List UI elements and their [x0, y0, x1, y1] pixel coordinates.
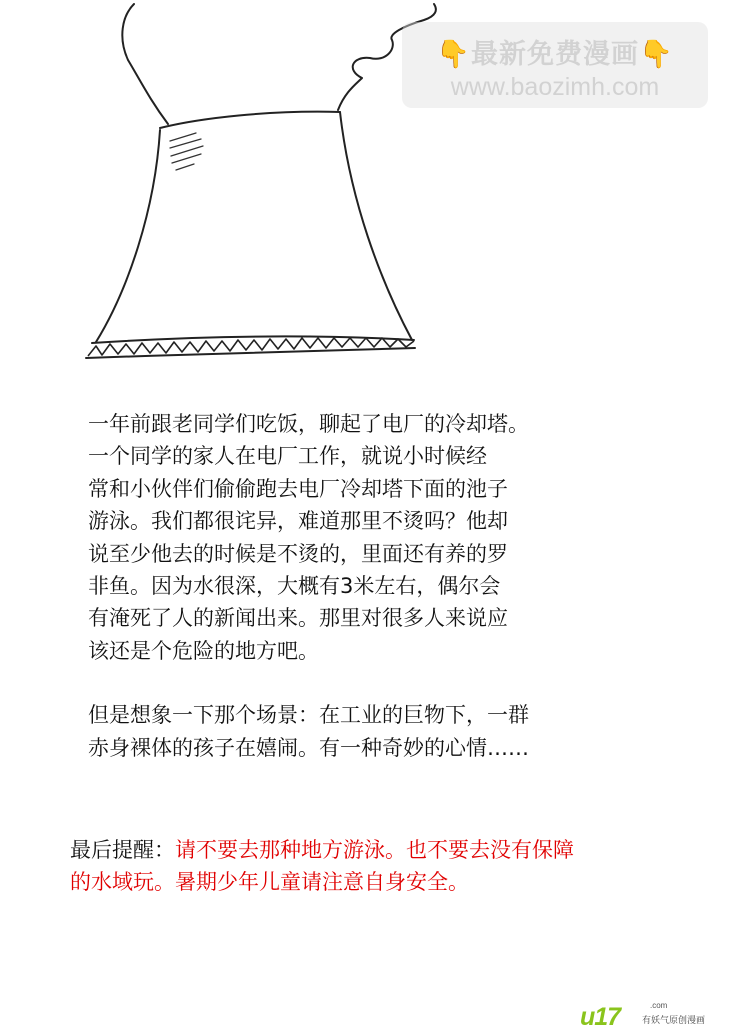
story-line: 一年前跟老同学们吃饭，聊起了电厂的冷却塔。: [88, 412, 529, 436]
story-text: [88, 408, 648, 764]
watermark-title: 👇最新免费漫画👇: [436, 39, 674, 70]
watermark-banner: [402, 22, 708, 108]
story-line: 非鱼。因为水很深，大概有3米左右，偶尔会: [88, 574, 501, 599]
story-line: 赤身裸体的孩子在嬉闹。有一种奇妙的心情……: [88, 735, 529, 760]
story-line: 游泳。我们都很诧异，难道那里不烫吗？他却: [88, 509, 508, 534]
paragraph-gap: [88, 667, 648, 699]
safety-reminder: [70, 834, 710, 899]
logo-subtitle: 有妖气原创漫画: [642, 1016, 706, 1026]
story-line: 该还是个危险的地方吧。: [88, 638, 319, 663]
story-line: 一个同学的家人在电厂工作，就说小时候经: [88, 444, 487, 469]
logo-main: u17: [580, 1003, 621, 1031]
logo-com: .com: [650, 1001, 668, 1010]
watermark-url: www.baozimh.com: [450, 73, 660, 101]
story-line: 常和小伙伴们偷偷跑去电厂冷却塔下面的池子: [88, 476, 508, 501]
u17-logo: [580, 1001, 706, 1031]
reminder-warning-1: 请不要去那种地方游泳。也不要去没有保障: [175, 838, 574, 862]
reminder-label: 最后提醒：: [70, 838, 175, 862]
reminder-warning-2: 的水域玩。暑期少年儿童请注意自身安全。: [70, 870, 469, 895]
story-line: 说至少他去的时候是不烫的，里面还有养的罗: [88, 541, 508, 566]
story-line: 但是想象一下那个场景：在工业的巨物下，一群: [88, 703, 529, 728]
story-line: 有淹死了人的新闻出来。那里对很多人来说应: [88, 606, 508, 631]
